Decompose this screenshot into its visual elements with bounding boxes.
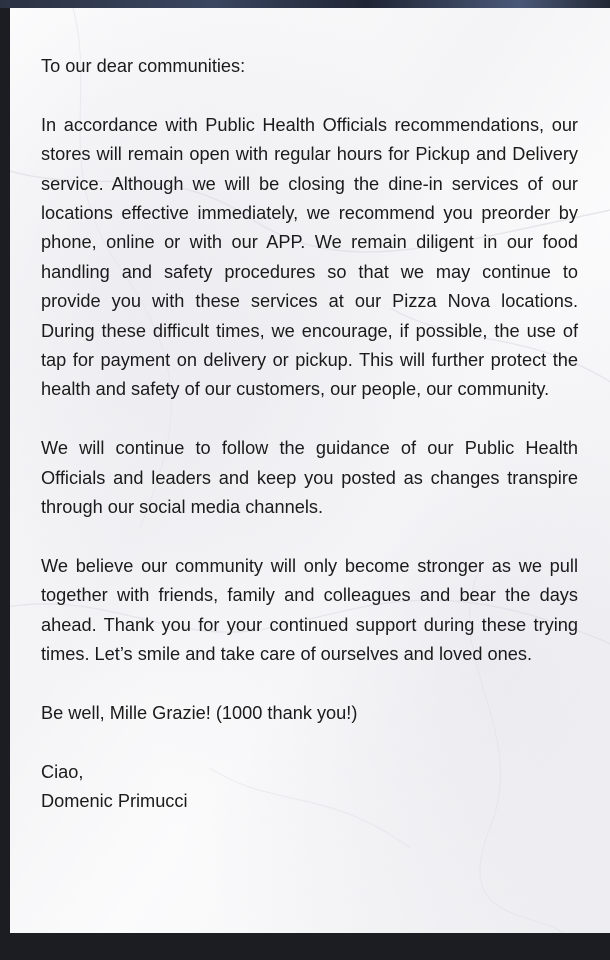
paragraph-health-guidance: We will continue to follow the guidance of our Public Health Officials and leaders and keep you posted as changes transpire through our social media channels. <box>41 438 578 518</box>
letter-page <box>10 8 610 933</box>
closing-line: Be well, Mille Grazie! (1000 thank you!) <box>41 702 358 723</box>
sign-off: Ciao, <box>41 761 84 782</box>
top-edge-strip <box>0 0 610 8</box>
bottom-dark-bar <box>0 933 610 960</box>
paragraph-store-operations: In accordance with Public Health Officials recommendations, our stores will remain open with regular hours for Pickup and Delivery service. Although we will be closing the dine-in services of our locations effective immediately, we recommend you preorder by phone, online or with our APP. We remain diligent in our food handling and safety procedures so that we may continue to provide you with these services at our Pizza Nova locations. During these difficult times, we encourage, if possible, the use of tap for payment on delivery or pickup. This will further protect the health and safety of our customers, our people, our community. <box>41 114 578 400</box>
signature-name: Domenic Primucci <box>41 791 188 812</box>
paragraph-community: We believe our community will only become stronger as we pull together with friends, family and colleagues and bear the days ahead. Thank you for your continued support during these trying times. Let’s smile and take care of ourselves and loved ones. <box>41 555 578 665</box>
salutation: To our dear communities: <box>41 56 246 76</box>
letter-body <box>41 52 578 816</box>
